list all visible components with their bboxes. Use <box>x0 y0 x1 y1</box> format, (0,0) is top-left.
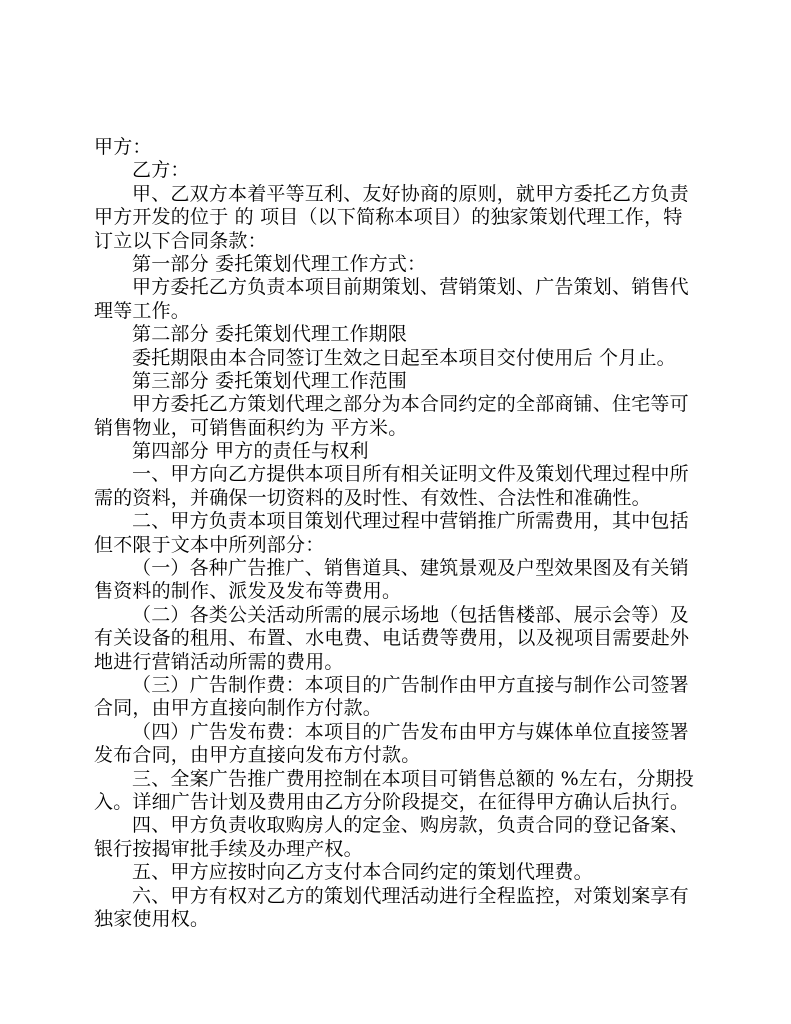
clause-line: 五、甲方应按时向乙方支付本合同约定的策划代理费。 <box>132 861 593 884</box>
intro-line: 订立以下合同条款： <box>94 229 267 252</box>
clause-6 <box>94 885 702 932</box>
clause-line: 独家使用权。 <box>94 907 210 930</box>
sub-clause-line: 合同，由甲方直接向制作方付款。 <box>94 697 383 720</box>
sub-clause-line: 有关设备的租用、布置、水电费、电话费等费用，以及视项目需要赴外 <box>94 627 690 650</box>
sub-clause-3 <box>94 674 702 721</box>
clause-line: 二、甲方负责本项目策划代理过程中营销推广所需费用，其中包括 <box>132 510 689 533</box>
part2-heading: 第二部分 委托策划代理工作期限 <box>132 323 408 346</box>
sub-clause-line: 地进行营销活动所需的费用。 <box>94 650 344 673</box>
part1-line: 甲方委托乙方负责本项目前期策划、营销策划、广告策划、销售代 <box>132 276 689 299</box>
part4-heading: 第四部分 甲方的责任与权利 <box>132 440 369 463</box>
intro-line: 甲方开发的位于 的 项目（以下简称本项目）的独家策划代理工作，特 <box>94 206 683 229</box>
sub-clause-line: （二）各类公关活动所需的展示场地（包括售楼部、展示会等）及 <box>132 603 689 626</box>
clause-1 <box>94 463 702 510</box>
intro-line: 甲、乙双方本着平等互利、友好协商的原则，就甲方委托乙方负责 <box>132 182 689 205</box>
sub-clause-4 <box>94 721 702 768</box>
part3-line: 甲方委托乙方策划代理之部分为本合同约定的全部商铺、住宅等可 <box>132 393 689 416</box>
sub-clause-1 <box>94 557 702 604</box>
clause-line: 六、甲方有权对乙方的策划代理活动进行全程监控，对策划案享有 <box>132 884 689 907</box>
clause-line: 银行按揭审批手续及办理产权。 <box>94 837 363 860</box>
part1-paragraph <box>94 276 702 323</box>
clause-4 <box>94 814 702 861</box>
clause-3 <box>94 768 702 815</box>
clause-line: 入。详细广告计划及费用由乙方分阶段提交，在征得甲方确认后执行。 <box>94 790 690 813</box>
part2-line: 委托期限由本合同签订生效之日起至本项目交付使用后 个月止。 <box>132 346 676 369</box>
clause-5 <box>94 861 702 884</box>
part2-paragraph <box>94 347 702 370</box>
part3-paragraph <box>94 393 702 440</box>
sub-clause-line: （一）各种广告推广、销售道具、建筑景观及户型效果图及有关销 <box>132 557 689 580</box>
sub-clause-line: 售资料的制作、派发及发布等费用。 <box>94 580 402 603</box>
contract-text <box>94 136 702 931</box>
party-b-label: 乙方： <box>132 159 190 182</box>
clause-line: 三、全案广告推广费用控制在本项目可销售总额的 %左右，分期投 <box>132 767 695 790</box>
clause-line: 四、甲方负责收取购房人的定金、购房款，负责合同的登记备案、 <box>132 814 689 837</box>
sub-clause-2 <box>94 604 702 674</box>
intro-paragraph <box>94 183 702 253</box>
sub-clause-line: 发布合同，由甲方直接向发布方付款。 <box>94 744 421 767</box>
part3-heading: 第三部分 委托策划代理工作范围 <box>132 369 408 392</box>
part3-line: 销售物业，可销售面积约为 平方米。 <box>94 416 408 439</box>
part1-line: 理等工作。 <box>94 299 191 322</box>
part1-heading: 第一部分 委托策划代理工作方式： <box>132 252 427 275</box>
sub-clause-line: （四）广告发布费：本项目的广告发布由甲方与媒体单位直接签署 <box>132 720 689 743</box>
clause-line: 但不限于文本中所列部分： <box>94 533 325 556</box>
party-a-label: 甲方： <box>94 136 152 158</box>
clause-line: 一、甲方向乙方提供本项目所有相关证明文件及策划代理过程中所 <box>132 463 689 486</box>
clause-2 <box>94 510 702 557</box>
clause-line: 需的资料，并确保一切资料的及时性、有效性、合法性和准确性。 <box>94 486 651 509</box>
sub-clause-line: （三）广告制作费：本项目的广告制作由甲方直接与制作公司签署 <box>132 673 689 696</box>
